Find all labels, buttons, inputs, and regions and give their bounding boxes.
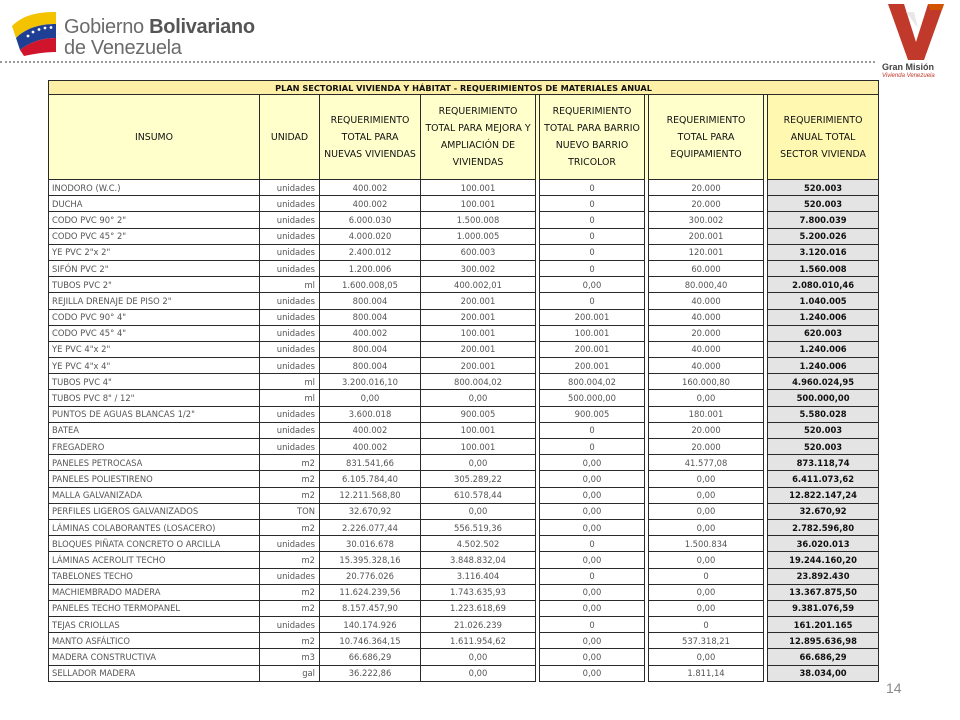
cell-barrio-tricolor: 0 [540,212,645,228]
cell-insumo: MADERA CONSTRUCTIVA [49,649,260,665]
cell-mejora-ampliacion: 200.001 [421,309,536,325]
cell-barrio-tricolor: 0 [540,536,645,552]
cell-barrio-tricolor: 0 [540,180,645,196]
cell-mejora-ampliacion: 3.848.832,04 [421,552,536,568]
cell-unidad: unidades [260,260,320,276]
table-row [49,374,879,390]
cell-mejora-ampliacion: 21.026.239 [421,617,536,633]
cell-barrio-tricolor: 0,00 [540,487,645,503]
cell-barrio-tricolor: 0,00 [540,471,645,487]
cell-insumo: CODO PVC 45° 4" [49,325,260,341]
cell-nuevas-viviendas: 800.004 [320,358,421,374]
cell-unidad: unidades [260,439,320,455]
cell-nuevas-viviendas: 20.776.026 [320,568,421,584]
cell-barrio-tricolor: 0 [540,439,645,455]
cell-unidad: unidades [260,617,320,633]
cell-total-anual: 520.003 [768,180,879,196]
cell-nuevas-viviendas: 6.000.030 [320,212,421,228]
cell-equipamiento: 180.001 [649,406,764,422]
cell-equipamiento: 1.811,14 [649,665,764,681]
cell-total-anual: 32.670,92 [768,503,879,519]
cell-nuevas-viviendas: 6.105.784,40 [320,471,421,487]
cell-unidad: m2 [260,455,320,471]
cell-nuevas-viviendas: 831.541,66 [320,455,421,471]
cell-barrio-tricolor: 0 [540,568,645,584]
cell-total-anual: 500.000,00 [768,390,879,406]
cell-nuevas-viviendas: 800.004 [320,309,421,325]
table-row [49,633,879,649]
cell-nuevas-viviendas: 1.200.006 [320,260,421,276]
cell-total-anual: 7.800.039 [768,212,879,228]
cell-equipamiento: 0,00 [649,552,764,568]
cell-barrio-tricolor: 0 [540,293,645,309]
materials-table-container [48,80,878,682]
table-row [49,503,879,519]
cell-nuevas-viviendas: 32.670,92 [320,503,421,519]
cell-mejora-ampliacion: 305.289,22 [421,471,536,487]
cell-nuevas-viviendas: 2.226.077,44 [320,519,421,535]
cell-insumo: PERFILES LIGEROS GALVANIZADOS [49,503,260,519]
cell-total-anual: 19.244.160,20 [768,552,879,568]
cell-equipamiento: 20.000 [649,180,764,196]
cell-equipamiento: 40.000 [649,293,764,309]
cell-mejora-ampliacion: 100.001 [421,422,536,438]
cell-unidad: unidades [260,358,320,374]
cell-barrio-tricolor: 900.005 [540,406,645,422]
table-row [49,617,879,633]
cell-unidad: unidades [260,406,320,422]
cell-nuevas-viviendas: 0,00 [320,390,421,406]
cell-mejora-ampliacion: 200.001 [421,341,536,357]
cell-insumo: PANELES TECHO TERMOPANEL [49,600,260,616]
cell-equipamiento: 20.000 [649,196,764,212]
cell-equipamiento: 0,00 [649,649,764,665]
cell-insumo: MANTO ASFÁLTICO [49,633,260,649]
cell-barrio-tricolor: 500.000,00 [540,390,645,406]
cell-unidad: unidades [260,180,320,196]
cell-equipamiento: 40.000 [649,309,764,325]
cell-mejora-ampliacion: 300.002 [421,260,536,276]
cell-mejora-ampliacion: 100.001 [421,180,536,196]
slide-header [0,0,960,79]
cell-equipamiento: 0 [649,617,764,633]
cell-barrio-tricolor: 0,00 [540,552,645,568]
cell-insumo: SIFÓN PVC 2" [49,260,260,276]
table-row [49,406,879,422]
cell-unidad: unidades [260,536,320,552]
header-dotted-divider [0,61,875,63]
cell-mejora-ampliacion: 100.001 [421,196,536,212]
cell-mejora-ampliacion: 1.223.618,69 [421,600,536,616]
cell-nuevas-viviendas: 400.002 [320,422,421,438]
cell-unidad: ml [260,374,320,390]
cell-total-anual: 66.686,29 [768,649,879,665]
cell-mejora-ampliacion: 100.001 [421,325,536,341]
cell-insumo: PANELES POLIESTIRENO [49,471,260,487]
table-row [49,309,879,325]
cell-total-anual: 1.240.006 [768,358,879,374]
table-row [49,536,879,552]
cell-total-anual: 3.120.016 [768,244,879,260]
cell-nuevas-viviendas: 12.211.568,80 [320,487,421,503]
cell-unidad: m2 [260,584,320,600]
cell-total-anual: 12.822.147,24 [768,487,879,503]
cell-nuevas-viviendas: 4.000.020 [320,228,421,244]
cell-equipamiento: 0 [649,568,764,584]
cell-insumo: CODO PVC 90° 2" [49,212,260,228]
cell-insumo: TUBOS PVC 4" [49,374,260,390]
cell-total-anual: 5.200.026 [768,228,879,244]
cell-total-anual: 620.003 [768,325,879,341]
cell-nuevas-viviendas: 30.016.678 [320,536,421,552]
table-row [49,244,879,260]
cell-total-anual: 1.560.008 [768,260,879,276]
gran-mision-vivienda-logo [880,2,952,84]
column-header-unidad: UNIDAD [260,95,320,180]
gran-mision-label: Gran Misión [882,62,935,72]
venezuela-flag-icon [10,8,58,56]
cell-total-anual: 2.782.596,80 [768,519,879,535]
cell-total-anual: 873.118,74 [768,455,879,471]
cell-mejora-ampliacion: 600.003 [421,244,536,260]
cell-mejora-ampliacion: 1.000.005 [421,228,536,244]
cell-nuevas-viviendas: 400.002 [320,180,421,196]
cell-mejora-ampliacion: 556.519,36 [421,519,536,535]
cell-total-anual: 520.003 [768,422,879,438]
cell-unidad: ml [260,277,320,293]
cell-unidad: TON [260,503,320,519]
cell-barrio-tricolor: 0 [540,196,645,212]
cell-total-anual: 6.411.073,62 [768,471,879,487]
cell-insumo: BLOQUES PIÑATA CONCRETO O ARCILLA [49,536,260,552]
cell-equipamiento: 0,00 [649,390,764,406]
table-row [49,260,879,276]
cell-barrio-tricolor: 0,00 [540,584,645,600]
cell-equipamiento: 0,00 [649,487,764,503]
cell-equipamiento: 80.000,40 [649,277,764,293]
cell-insumo: LÁMINAS COLABORANTES (LOSACERO) [49,519,260,535]
cell-insumo: TUBOS PVC 8" / 12" [49,390,260,406]
cell-barrio-tricolor: 0 [540,244,645,260]
cell-equipamiento: 537.318,21 [649,633,764,649]
table-row [49,552,879,568]
gob-logo-line1: Gobierno Bolivariano [64,16,255,38]
cell-barrio-tricolor: 100.001 [540,325,645,341]
cell-insumo: CODO PVC 45° 2" [49,228,260,244]
cell-total-anual: 1.240.006 [768,341,879,357]
cell-mejora-ampliacion: 0,00 [421,455,536,471]
cell-total-anual: 520.003 [768,439,879,455]
cell-equipamiento: 300.002 [649,212,764,228]
cell-unidad: unidades [260,212,320,228]
cell-total-anual: 13.367.875,50 [768,584,879,600]
table-row [49,212,879,228]
cell-total-anual: 520.003 [768,196,879,212]
table-row [49,390,879,406]
cell-insumo: SELLADOR MADERA [49,665,260,681]
materials-requirements-table [48,80,879,682]
cell-barrio-tricolor: 200.001 [540,341,645,357]
cell-insumo: MACHIEMBRADO MADERA [49,584,260,600]
table-row [49,196,879,212]
cell-insumo: YE PVC 4"x 4" [49,358,260,374]
cell-nuevas-viviendas: 400.002 [320,439,421,455]
cell-nuevas-viviendas: 1.600.008,05 [320,277,421,293]
cell-mejora-ampliacion: 200.001 [421,358,536,374]
cell-unidad: unidades [260,293,320,309]
cell-barrio-tricolor: 0,00 [540,277,645,293]
cell-insumo: INODORO (W.C.) [49,180,260,196]
cell-equipamiento: 1.500.834 [649,536,764,552]
column-header-insumo: INSUMO [49,95,260,180]
table-row [49,665,879,681]
cell-insumo: FREGADERO [49,439,260,455]
cell-total-anual: 4.960.024,95 [768,374,879,390]
cell-nuevas-viviendas: 800.004 [320,293,421,309]
cell-nuevas-viviendas: 3.600.018 [320,406,421,422]
cell-mejora-ampliacion: 610.578,44 [421,487,536,503]
cell-total-anual: 36.020.013 [768,536,879,552]
cell-total-anual: 5.580.028 [768,406,879,422]
gob-logo-line2: de Venezuela [64,37,182,59]
cell-insumo: TUBOS PVC 2" [49,277,260,293]
cell-equipamiento: 20.000 [649,422,764,438]
column-header-mejora-ampliacion: REQUERIMIENTO TOTAL PARA MEJORA Y AMPLIACIÓN DE VIVIENDAS [421,95,536,180]
cell-unidad: unidades [260,568,320,584]
table-row [49,277,879,293]
cell-mejora-ampliacion: 1.611.954,62 [421,633,536,649]
cell-unidad: m2 [260,633,320,649]
cell-barrio-tricolor: 0,00 [540,600,645,616]
cell-mejora-ampliacion: 4.502.502 [421,536,536,552]
cell-unidad: gal [260,665,320,681]
cell-unidad: unidades [260,422,320,438]
cell-equipamiento: 0,00 [649,519,764,535]
table-row [49,293,879,309]
cell-nuevas-viviendas: 10.746.364,15 [320,633,421,649]
table-row [49,649,879,665]
column-header-nuevas-viviendas: REQUERIMIENTO TOTAL PARA NUEVAS VIVIENDAS [320,95,421,180]
cell-unidad: unidades [260,309,320,325]
vivienda-venezuela-label: Vivienda Venezuela [882,73,935,79]
table-row [49,358,879,374]
cell-equipamiento: 200.001 [649,228,764,244]
cell-equipamiento: 120.001 [649,244,764,260]
cell-nuevas-viviendas: 400.002 [320,196,421,212]
cell-equipamiento: 160.000,80 [649,374,764,390]
cell-mejora-ampliacion: 1.743.635,93 [421,584,536,600]
table-row [49,325,879,341]
cell-insumo: TABELONES TECHO [49,568,260,584]
cell-mejora-ampliacion: 0,00 [421,649,536,665]
table-title: PLAN SECTORIAL VIVIENDA Y HÁBITAT - REQUERIMIENTOS DE MATERIALES ANUAL [49,81,879,95]
cell-nuevas-viviendas: 140.174.926 [320,617,421,633]
cell-insumo: DUCHA [49,196,260,212]
cell-total-anual: 38.034,00 [768,665,879,681]
cell-barrio-tricolor: 800.004,02 [540,374,645,390]
cell-nuevas-viviendas: 66.686,29 [320,649,421,665]
cell-equipamiento: 60.000 [649,260,764,276]
cell-unidad: m2 [260,552,320,568]
cell-total-anual: 2.080.010,46 [768,277,879,293]
cell-insumo: YE PVC 2"x 2" [49,244,260,260]
table-row [49,487,879,503]
cell-total-anual: 1.040.005 [768,293,879,309]
cell-mejora-ampliacion: 800.004,02 [421,374,536,390]
cell-barrio-tricolor: 200.001 [540,309,645,325]
cell-unidad: unidades [260,325,320,341]
cell-barrio-tricolor: 0 [540,228,645,244]
cell-barrio-tricolor: 0,00 [540,633,645,649]
cell-nuevas-viviendas: 800.004 [320,341,421,357]
cell-unidad: unidades [260,244,320,260]
cell-equipamiento: 0,00 [649,503,764,519]
cell-total-anual: 9.381.076,59 [768,600,879,616]
cell-unidad: unidades [260,196,320,212]
column-header-barrio-tricolor: REQUERIMIENTO TOTAL PARA BARRIO NUEVO BARRIO TRICOLOR [540,95,645,180]
table-row [49,584,879,600]
cell-equipamiento: 20.000 [649,325,764,341]
table-row [49,568,879,584]
cell-mejora-ampliacion: 0,00 [421,390,536,406]
cell-nuevas-viviendas: 11.624.239,56 [320,584,421,600]
cell-mejora-ampliacion: 200.001 [421,293,536,309]
cell-unidad: m2 [260,519,320,535]
cell-barrio-tricolor: 0 [540,617,645,633]
gran-mision-v-icon [884,2,948,62]
cell-insumo: CODO PVC 90° 4" [49,309,260,325]
table-row [49,422,879,438]
cell-barrio-tricolor: 0 [540,260,645,276]
cell-insumo: MALLA GALVANIZADA [49,487,260,503]
cell-equipamiento: 41.577,08 [649,455,764,471]
cell-unidad: ml [260,390,320,406]
cell-mejora-ampliacion: 3.116.404 [421,568,536,584]
cell-total-anual: 23.892.430 [768,568,879,584]
column-header-total-anual: REQUERIMIENTO ANUAL TOTAL SECTOR VIVIENDA [768,95,879,180]
cell-mejora-ampliacion: 1.500.008 [421,212,536,228]
cell-unidad: unidades [260,341,320,357]
cell-insumo: PUNTOS DE AGUAS BLANCAS 1/2" [49,406,260,422]
cell-nuevas-viviendas: 400.002 [320,325,421,341]
column-header-equipamiento: REQUERIMIENTO TOTAL PARA EQUIPAMIENTO [649,95,764,180]
gobierno-bolivariano-logo [6,4,255,59]
cell-insumo: BATEA [49,422,260,438]
cell-mejora-ampliacion: 100.001 [421,439,536,455]
cell-insumo: REJILLA DRENAJE DE PISO 2" [49,293,260,309]
table-row [49,471,879,487]
cell-mejora-ampliacion: 0,00 [421,503,536,519]
cell-barrio-tricolor: 0,00 [540,503,645,519]
cell-barrio-tricolor: 200.001 [540,358,645,374]
table-row [49,180,879,196]
table-row [49,455,879,471]
cell-insumo: PANELES PETROCASA [49,455,260,471]
table-row [49,228,879,244]
table-row [49,600,879,616]
cell-mejora-ampliacion: 900.005 [421,406,536,422]
table-row [49,439,879,455]
cell-nuevas-viviendas: 15.395.328,16 [320,552,421,568]
table-row [49,341,879,357]
cell-insumo: TEJAS CRIOLLAS [49,617,260,633]
cell-mejora-ampliacion: 0,00 [421,665,536,681]
cell-unidad: unidades [260,228,320,244]
cell-equipamiento: 0,00 [649,584,764,600]
cell-nuevas-viviendas: 36.222,86 [320,665,421,681]
cell-nuevas-viviendas: 3.200.016,10 [320,374,421,390]
cell-unidad: m2 [260,471,320,487]
page-number: 14 [886,680,902,696]
cell-equipamiento: 0,00 [649,600,764,616]
cell-equipamiento: 20.000 [649,439,764,455]
cell-nuevas-viviendas: 2.400.012 [320,244,421,260]
cell-nuevas-viviendas: 8.157.457,90 [320,600,421,616]
cell-barrio-tricolor: 0,00 [540,455,645,471]
table-header-row [49,95,879,180]
cell-equipamiento: 0,00 [649,471,764,487]
cell-total-anual: 12.895.636,98 [768,633,879,649]
table-row [49,519,879,535]
cell-unidad: m2 [260,600,320,616]
cell-barrio-tricolor: 0 [540,422,645,438]
cell-total-anual: 161.201.165 [768,617,879,633]
table-body [49,180,879,682]
cell-equipamiento: 40.000 [649,341,764,357]
cell-barrio-tricolor: 0,00 [540,665,645,681]
cell-barrio-tricolor: 0,00 [540,649,645,665]
cell-equipamiento: 40.000 [649,358,764,374]
cell-mejora-ampliacion: 400.002,01 [421,277,536,293]
cell-unidad: m3 [260,649,320,665]
cell-barrio-tricolor: 0,00 [540,519,645,535]
cell-insumo: LÁMINAS ACEROLIT TECHO [49,552,260,568]
cell-unidad: m2 [260,487,320,503]
cell-total-anual: 1.240.006 [768,309,879,325]
cell-insumo: YE PVC 4"x 2" [49,341,260,357]
